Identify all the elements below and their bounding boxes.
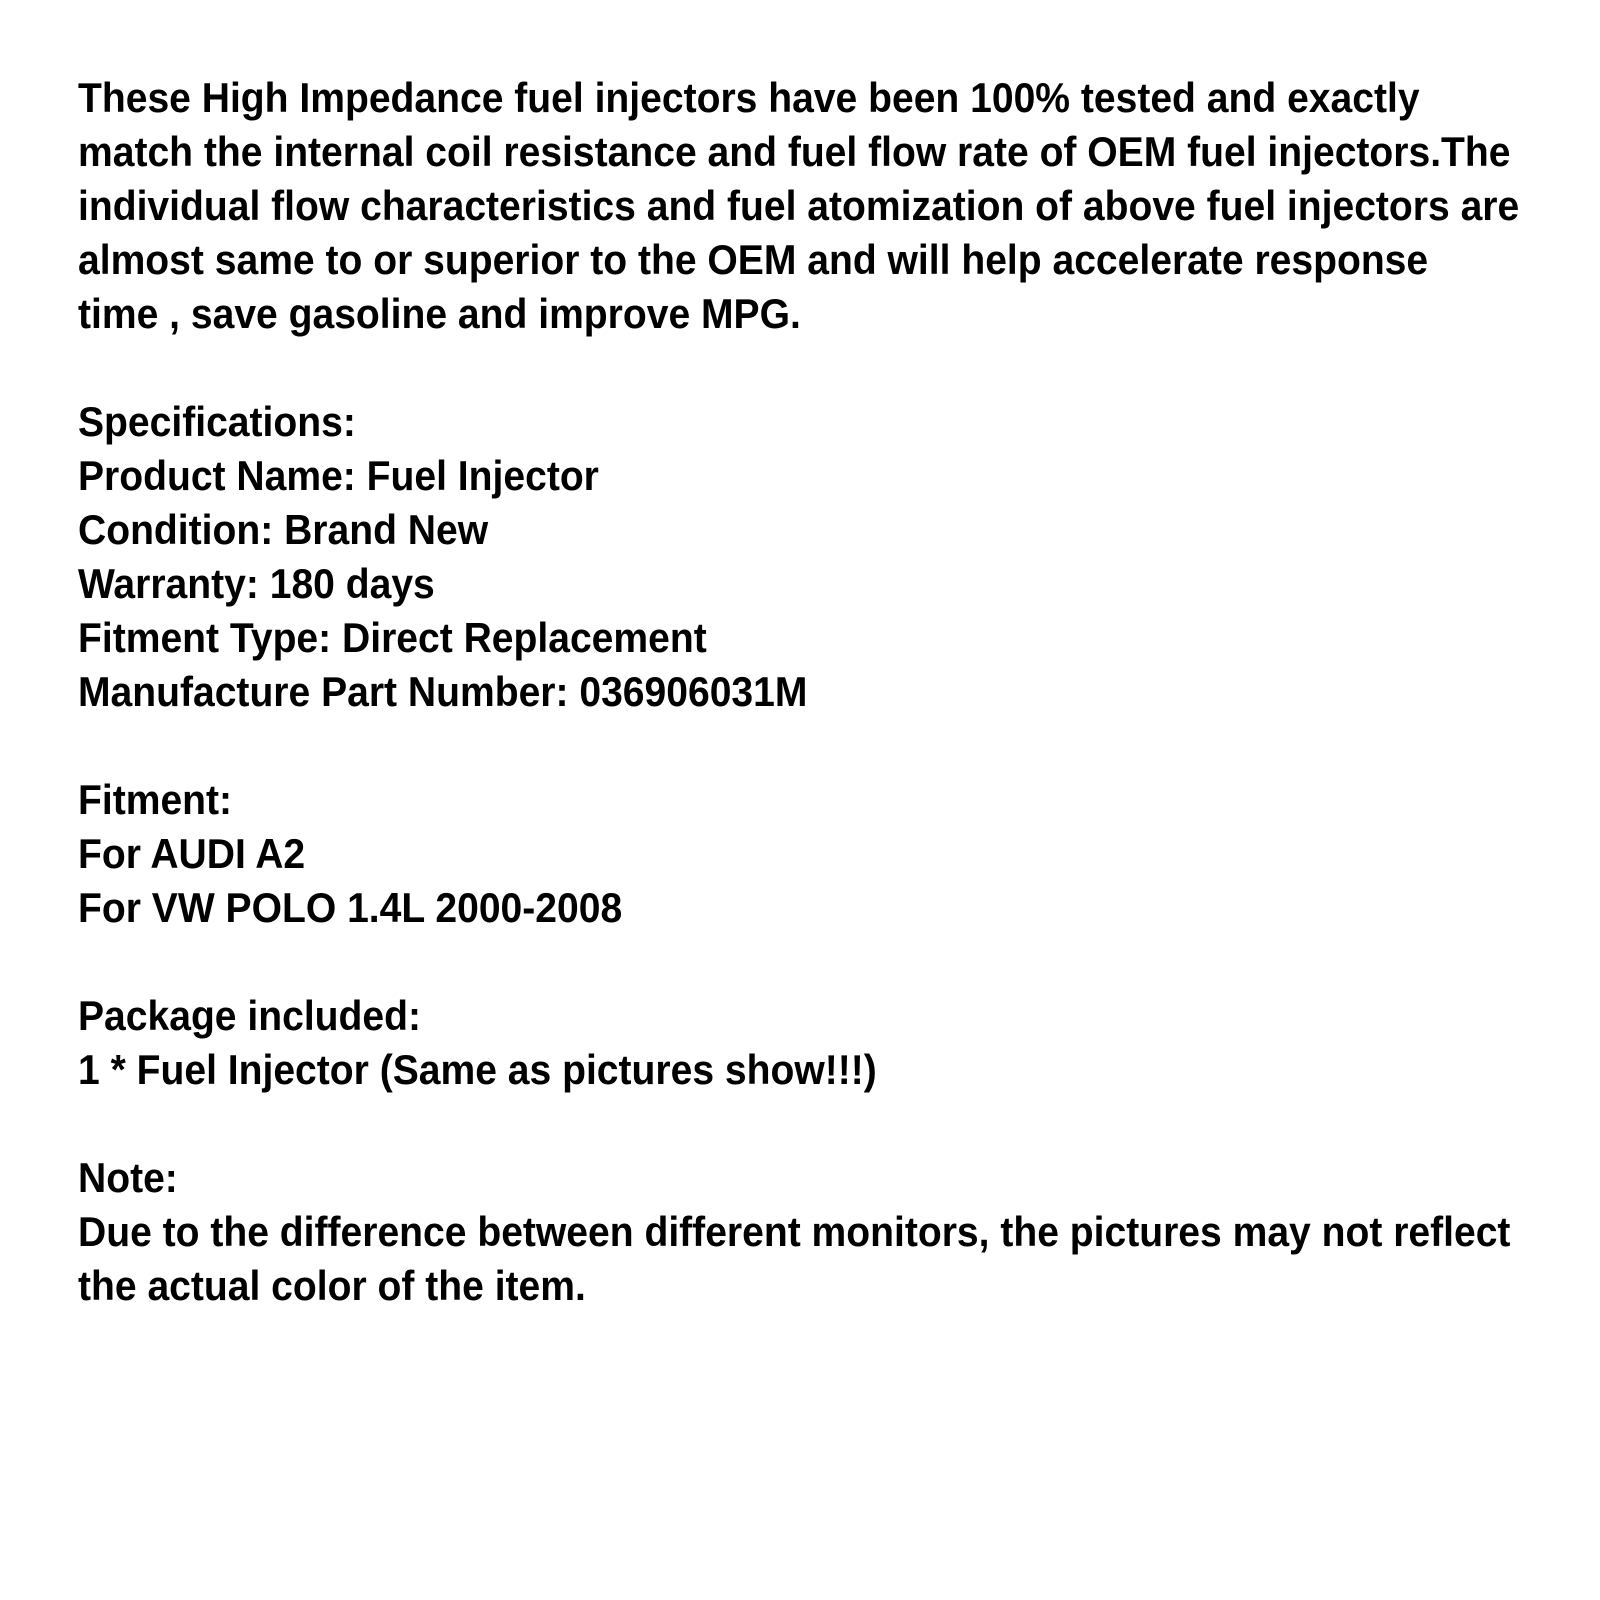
text-line: individual flow characteristics and fuel atomization of above fuel injectors are xyxy=(78,182,1520,229)
note-section xyxy=(78,1151,1600,1313)
spec-product-name: Product Name: Fuel Injector xyxy=(78,452,599,499)
spec-fitment-type: Fitment Type: Direct Replacement xyxy=(78,614,707,661)
fitment-section xyxy=(78,773,1600,935)
fitment-vehicle: For VW POLO 1.4L 2000-2008 xyxy=(78,884,623,931)
text-line: match the internal coil resistance and fuel flow rate of OEM fuel injectors.The xyxy=(78,128,1511,175)
specifications-heading: Specifications: xyxy=(78,398,356,445)
note-heading: Note: xyxy=(78,1154,178,1201)
fitment-heading: Fitment: xyxy=(78,776,233,823)
product-description-document xyxy=(78,71,1600,1313)
package-heading: Package included: xyxy=(78,992,421,1039)
spec-warranty: Warranty: 180 days xyxy=(78,560,435,607)
intro-paragraph xyxy=(78,71,1600,341)
text-line: almost same to or superior to the OEM and will help accelerate response xyxy=(78,236,1429,283)
package-item: 1 * Fuel Injector (Same as pictures show!!!) xyxy=(78,1046,877,1093)
text-line: These High Impedance fuel injectors have been 100% tested and exactly xyxy=(78,74,1420,121)
spec-condition: Condition: Brand New xyxy=(78,506,489,553)
spec-part-number: Manufacture Part Number: 036906031M xyxy=(78,668,808,715)
package-section xyxy=(78,989,1600,1097)
fitment-vehicle: For AUDI A2 xyxy=(78,830,306,877)
specifications-section xyxy=(78,395,1600,719)
note-text-line: Due to the difference between different monitors, the pictures may not reflect xyxy=(78,1208,1511,1255)
text-line: time , save gasoline and improve MPG. xyxy=(78,290,801,337)
note-text-line: the actual color of the item. xyxy=(78,1262,586,1309)
